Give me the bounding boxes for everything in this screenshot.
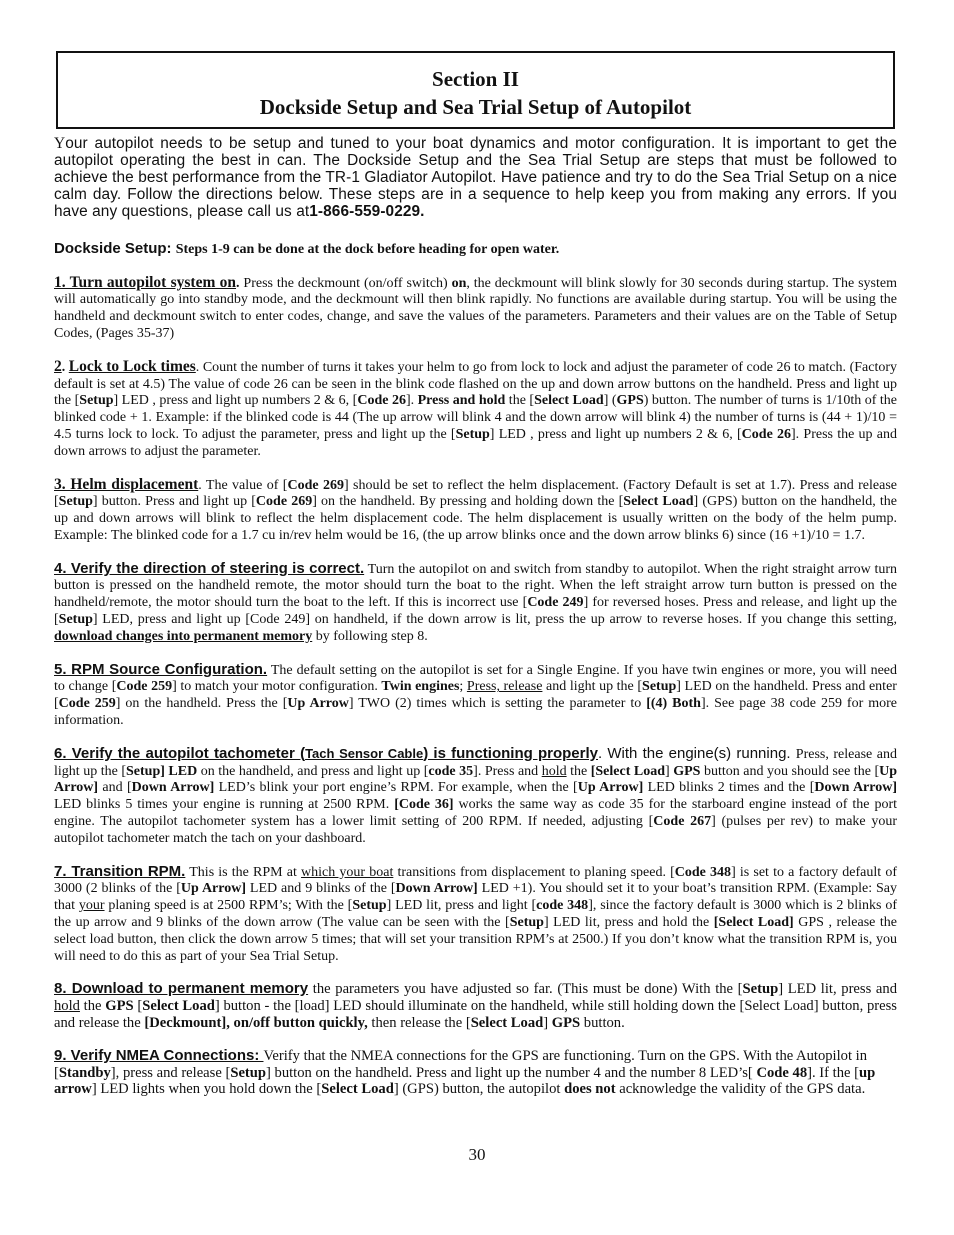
step-3-paragraph: 3. Helm displacement. The value of [Code 269] should be set to reflect the helm displacement. (Factory Default is set at 1.7). Press and release [Setup] button. Press and light up [Code 269] on the handheld. By pressing and holding down the [Select Load] (GPS) button on the handheld, the up and down arrows will blink to reflect the helm displacement code. The helm displacement is usually written on the body of the helm pump. Example: The blinked code for a 1.7 cu in/rev helm would be 16, (the up arrow blinks once and the down arrow blinks 6) since (16 +1)/10 = 1.7. xyxy=(54,475,897,543)
step-7-paragraph: 7. Transition RPM. This is the RPM at which your boat transitions from displacement to planing speed. [Code 348] is set to a factory default of 3000 (2 blinks of the [Up Arrow] LED and 9 blinks of the [Down Arrow] LED +1). You should set it to your boat’s transition RPM. (Example: Say that your planing speed is at 2500 RPM’s; With the [Setup] LED lit, press and light [code 348], since the factory default is 3000 which is 2 blinks of the up arrow and 9 blinks of the down arrow (The value can be seen with the [Setup] LED lit, press and hold the [Select Load] GPS , release the select load button, then click the down arrow 5 times; that will set your transition RPM’s at 2500.) If you don’t know what the transition RPM is, you will need to do this as part of your Sea Trial Setup. xyxy=(54,862,898,964)
step-5-paragraph: 5. RPM Source Configuration. The default setting on the autopilot is set for a Single Engine. If you have twin engines or more, you will need to change [Code 259] to match your motor configuration. Twin engines; Press, release and light up the [Setup] LED on the handheld. Press and enter [Code 259] on the handheld. Press the [Up Arrow] TWO (2) times which is setting the parameter to [(4) Both]. See page 38 code 259 for more information. xyxy=(54,660,897,729)
step-9-paragraph: 9. Verify NMEA Connections: Verify that the NMEA connections for the GPS are functioning. Turn on the GPS. With the Autopilot in [Standby], press and release [Setup] button on the handheld. Press and light up the number 4 and the number 8 LED’s[ Code 48]. If the [up arrow] LED lights when you hold down the [Select Load] (GPS) button, the autopilot does not acknowledge the validity of the GPS data. xyxy=(54,1046,876,1098)
section-header-box xyxy=(56,51,895,129)
intro-paragraph: Your autopilot needs to be setup and tuned to your boat dynamics and motor configuration. It is important to get the autopilot operating the best in can. The Dockside Setup and the Sea Trial Setup are steps that must be followed to achieve the best performance from the TR-1 Gladiator Autopilot. Have patience and try to do the Sea Trial Setup on a nice calm day. Follow the directions below. These steps are in a sequence to help keep you from making any errors. If you have any questions, please call us at1-866-559-0229. xyxy=(54,135,897,220)
page-number: 30 xyxy=(468,1145,486,1164)
dockside-heading: Dockside Setup: Steps 1-9 can be done at the dock before heading for open water. xyxy=(54,239,560,257)
step-6-paragraph: 6. Verify the autopilot tachometer (Tach Sensor Cable) is functioning properly. With the engine(s) running. Press, release and light up the [Setup] LED on the handheld, and press and light up [code 35]. Press and hold the [Select Load] GPS button and you should see the [Up Arrow] and [Down Arrow] LED’s blink your port engine’s RPM. For example, when the [Up Arrow] LED blinks 2 times and the [Down Arrow] LED blinks 5 times your engine is running at 2500 RPM. [Code 36] works the same way as code 35 for the starboard engine instead of the port engine. The autopilot tachometer system has a lower limit setting of 200 RPM. If needed, adjusting [Code 267] (pulses per rev) to make your autopilot tachometer match the tach on your dashboard. xyxy=(54,744,898,846)
step-8-paragraph: 8. Download to permanent memory the parameters you have adjusted so far. (This must be done) With the [Setup] LED lit, press and hold the GPS [Select Load] button - the [load] LED should illuminate on the handheld, while still holding down the [Select Load] button, press and release the [Deckmount], on/off button quickly, then release the [Select Load] GPS button. xyxy=(54,980,897,1032)
step-1-paragraph: 1. Turn autopilot system on. Press the deckmount (on/off switch) on, the deckmount will blink slowly for 30 seconds during startup. The system will automatically go into standby mode, and the deckmount will then blink rapidly. No functions are available during startup. You will be using the handheld and deckmount switch to enter codes, change, and save the values of the parameters. Parameters and their values are on the Table of Setup Codes, (Pages 35-37) xyxy=(54,273,897,341)
section-number: Section II xyxy=(432,67,519,91)
step-4-paragraph: 4. Verify the direction of steering is correct. Turn the autopilot on and switch from standby to autopilot. When the right straight arrow turn button is pressed on the handheld remote, the motor should turn the boat to the right. When the left straight arrow turn button is pressed on the handheld/remote, the motor should turn the boat to the left. If this is incorrect use [Code 249] for reversed hoses. Press and release, and light up the [Setup] LED, press and light up [Code 249] on handheld, if the down arrow is lit, press the up arrow to reverse hoses. If you change this setting, download changes into permanent memory by following step 8. xyxy=(54,559,898,644)
document-body xyxy=(54,136,897,1098)
step-2-paragraph: 2. Lock to Lock times. Count the number of turns it takes your helm to go from lock to lock and adjust the parameter of code 26 to match. (Factory default is set at 4.5) The value of code 26 can be seen in the blink code flashed on the up and down arrow buttons on the handheld. Press and light up the [Setup] LED , press and light up numbers 2 & 6, [Code 26]. Press and hold the [Select Load] (GPS) button. The number of turns is 1/10th of the blinked code + 1. Example: if the blinked code is 44 (The up arrow will blink 4 and the down arrow will blink 4) the number of turns is (44 + 1)/10 = 4.5 turns lock to lock. To adjust the parameter, press and light up the [Setup] LED , press and light up numbers 2 & 6, [Code 26]. Press the up and down arrows to adjust the parameter. xyxy=(54,357,898,459)
section-title: Dockside Setup and Sea Trial Setup of Autopilot xyxy=(259,95,692,119)
